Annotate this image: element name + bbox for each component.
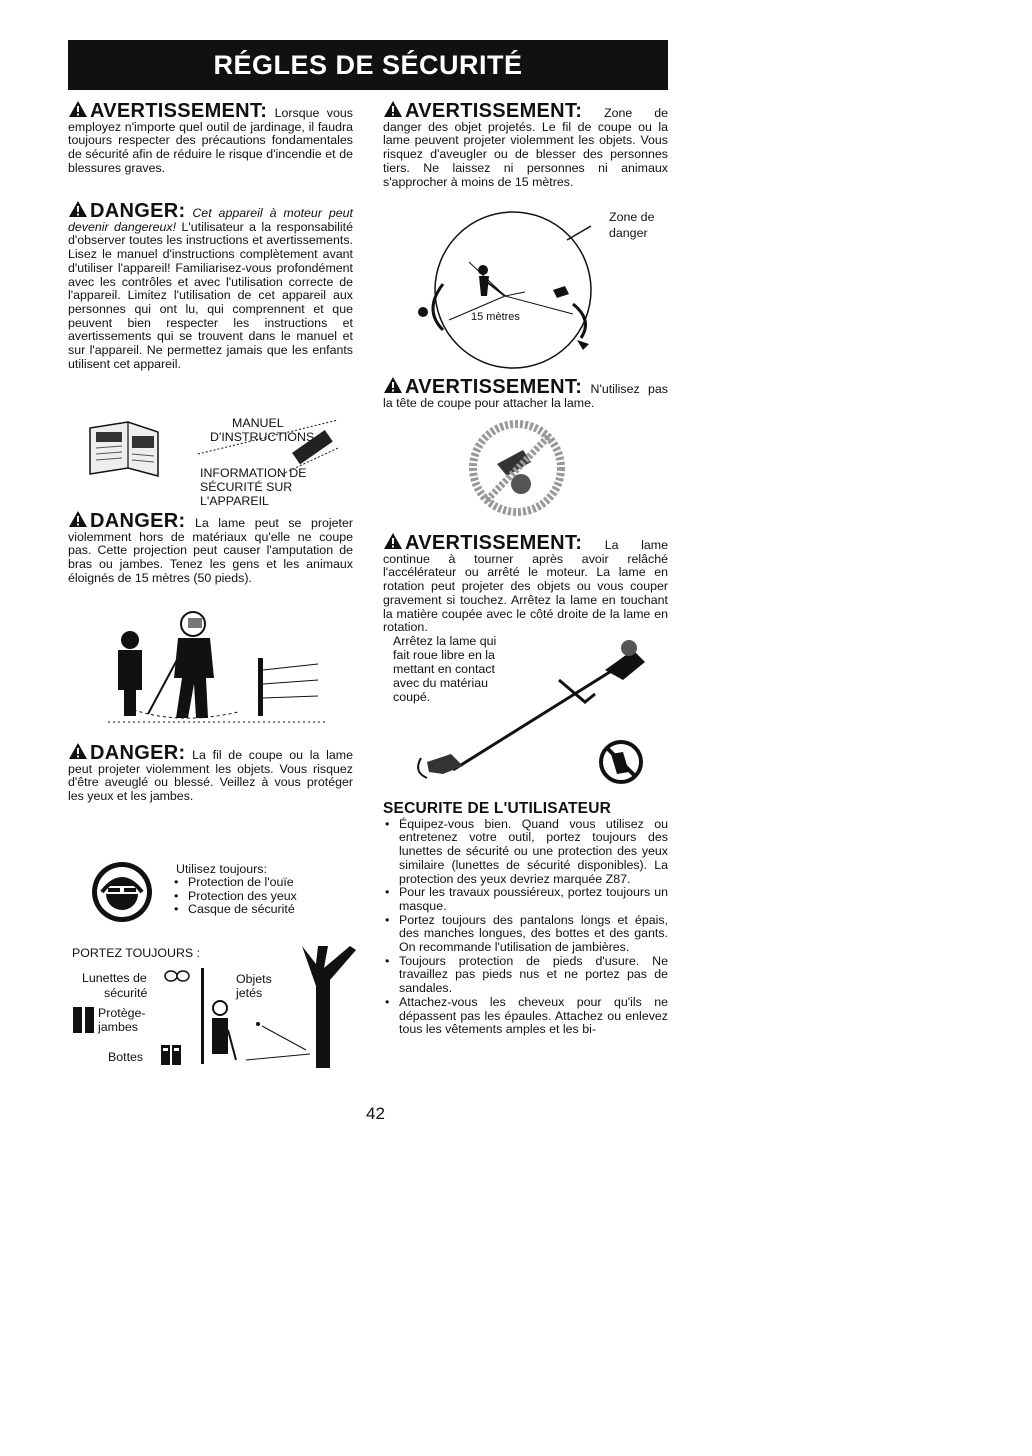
hearing-eye-protection-icon [90,860,154,924]
zone-label-2: danger [609,226,648,240]
protection-title: Utilisez toujours: [176,862,267,876]
zone-label-1: Zone de [609,210,655,224]
leg-guard-icon [72,1006,96,1034]
user-safety-section [383,802,668,1037]
list-item: • Équipez-vous bien. Quand vous utilisez ou entretenez votre outil, portez toujours des lunettes de sécurité ou une protection des yeux similaire (lunettes de sécurité disponibles). La protection des yeux devriez marquée Z87. [383,818,668,887]
legs-label-1: Protège- [98,1006,146,1020]
trimmer-illustration [383,630,668,790]
prohibited-attach-blade-icon [467,418,567,518]
stop-line-4: avec du matériau [393,676,489,690]
wear-title: PORTEZ TOUJOURS : [72,946,201,960]
safety-label-1: INFORMATION DE [200,466,307,480]
danger-text: La fil de coupe ou la lame peut projeter violemment les objets. Vous risquez d'être aveuglé ou blessé. Veillez à vous protéger les yeux et les jambes. [68,748,353,804]
list-item: • Protection des yeux [172,890,352,904]
danger-text: La lame peut se projeter violemment hors de matériaux qu'elle ne coupe pas. Cette projection peut causer l'amputation de bras ou jambes. Tenez les gens et les animaux éloignés de 15 mètres (50 pieds). [68,516,353,585]
warning-general [68,100,353,176]
distance-label: 15 mètres [471,311,520,323]
boots-label: Bottes [108,1050,144,1064]
danger-heading: DANGER: [90,742,186,764]
list-item: • Protection de l'ouïe [172,876,352,890]
manual-figure [88,418,348,518]
danger-general [68,200,353,371]
danger-objects [68,742,353,804]
warning-danger-zone [383,100,668,189]
divider [201,968,204,1064]
warning-text: Lorsque vous employez n'importe quel outil de jardinage, il faudra toujours respecter des précautions fondamentales de sécurité afin de réduire le risque d'incendie et de blessures graves. [68,106,353,175]
stop-line-1: Arrêtez la lame qui [393,634,497,648]
glasses-label-2: sécurité [104,986,148,1000]
warning-heading: AVERTISSEMENT: [405,532,583,554]
glasses-label-1: Lunettes de [82,971,147,985]
warning-heading: AVERTISSEMENT: [405,100,583,122]
list-item: • Casque de sécurité [172,903,352,917]
page-title: RÉGLES DE SÉCURITÉ [68,40,668,90]
warning-icon [68,100,88,118]
warning-text: N'utilisez pas la tête de coupe pour attacher la lame. [383,382,668,410]
legs-label-2: jambes [98,1020,138,1034]
list-item: • Portez toujours des pantalons longs et épais, des manches longues, des bottes et des gants. On recommande l'utilisation de jambières. [383,914,668,955]
warning-icon [383,100,403,118]
objects-label-1: Objets [236,972,272,986]
page-number: 42 [366,1104,385,1123]
danger-italic: Cet appareil à moteur peut devenir dangereux! [68,206,353,234]
boots-icon [160,1044,182,1066]
section-title: SECURITE DE L'UTILISATEUR [383,800,611,817]
danger-zone-diagram [413,200,603,380]
warning-blade-rotation [383,532,668,635]
warning-icon [383,376,403,394]
thrown-objects-illustration [206,946,356,1068]
safety-glasses-icon [164,966,190,984]
list-item: • Toujours protection de pieds d'usure. Ne travaillez pas pieds nus et ne portez pas de sandales. [383,955,668,996]
protection-list [172,876,352,917]
objects-label-2: jetés [236,986,263,1000]
stop-line-3: mettant en contact [393,662,495,676]
list-item: • Pour les travaux poussiéreux, portez toujours un masque. [383,886,668,913]
user-safety-list [383,818,668,1037]
warning-icon [68,510,88,528]
warning-icon [68,200,88,218]
stop-line-5: coupé. [393,690,431,704]
warning-text: La lame continue à tourner après avoir relâché l'accélérateur ou arrêté le moteur. La lame en rotation peut projeter des objets ou vous couper gravement si touchez. Arrêtez la lame en touchant la matière coupée avec le côté droite de la lame en rotation. [383,538,668,635]
warning-cutting-head [383,376,668,410]
manual-label-2: D'INSTRUCTIONS [210,430,315,444]
warning-heading: AVERTISSEMENT: [405,376,583,398]
warning-heading: AVERTISSEMENT: [90,100,268,122]
danger-heading: DANGER: [90,200,186,222]
danger-heading: DANGER: [90,510,186,532]
manual-label-1: MANUEL [232,416,284,430]
list-item: • Attachez-vous les cheveux pour qu'ils ne dépassent pas les épaules. Attachez ou enlevez tous les vêtements amples et les bi- [383,996,668,1037]
warning-text: Zone de danger des objet projetés. Le fil de coupe ou la lame peuvent projeter violemment les objets. Vous risquez d'aveugler ou de blesser des personnes tiers. Ne laissez ni personnes ni animaux s'approcher à moins de 15 mètres. [383,106,668,189]
danger-blade [68,510,353,586]
warning-icon [68,742,88,760]
warning-icon [383,532,403,550]
safety-label-2: SÉCURITÉ SUR L'APPAREIL [200,480,293,508]
operator-illustration [108,608,328,728]
danger-text: L'utilisateur a la responsabilité d'observer toutes les instructions et avertissements. Lisez le manuel d'instructions complètement avant d'utiliser l'appareil! Familiarisez-vous profondément avec les contrôles et avec l'utilisation correcte de l'appareil. Limitez l'utilisation de cet appareil aux personnes qui ont lu, qui comprennent et que peuvent bien respecter les instructions et avertissements qui se trouvent dans le manuel et sur l'appareil. Ne permettez jamais que les enfants utilisent cet appareil. [68,219,353,371]
stop-line-2: fait roue libre en la [393,648,495,662]
